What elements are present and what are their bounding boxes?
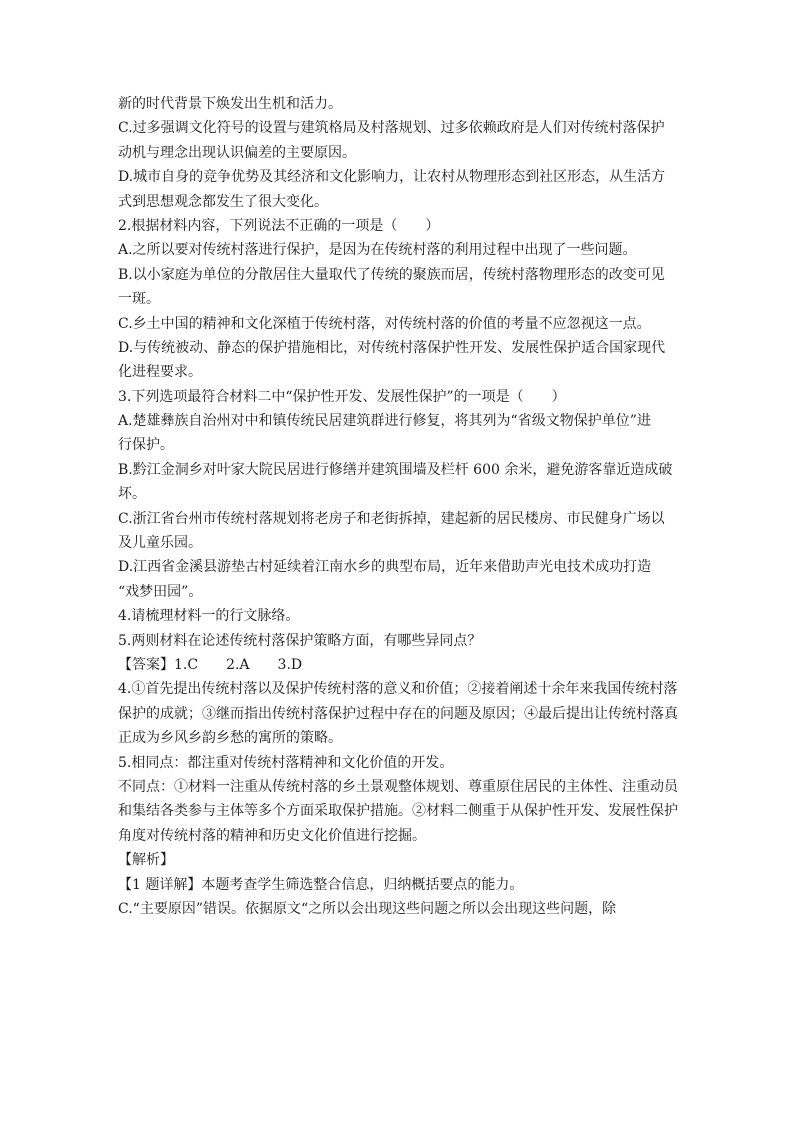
question-4: 4.请梳理材料一的行文脉络。 — [118, 608, 300, 625]
text-line: 【1 题详解】本题考查学生筛选整合信息，归纳概括要点的能力。 — [118, 876, 524, 893]
text-line: 5.相同点：都注重对传统村落精神和文化价值的开发。 — [118, 754, 454, 771]
text-line: D.城市自身的竞争优势及其经济和文化影响力，让农村从物理形态到社区形态，从生活方 — [118, 169, 666, 186]
document-text — [118, 92, 683, 921]
text-line: “戏梦田园”。 — [118, 583, 203, 600]
question-3: 3.下列选项最符合材料二中“保护性开发、发展性保护”的一项是（ ） — [118, 388, 566, 405]
text-line: 和集结各类参与主体等多个方面采取保护措施。②材料二侧重于从保护性开发、发展性保护 — [118, 803, 678, 820]
text-line: C.乡土中国的精神和文化深植于传统村落，对传统村落的价值的考量不应忽视这一点。 — [118, 315, 651, 332]
text-line: A.之所以要对传统村落进行保护，是因为在传统村落的利用过程中出现了一些问题。 — [118, 242, 637, 259]
analysis-heading: 【解析】 — [118, 852, 174, 869]
text-line: D.江西省金溪县游垫古村延续着江南水乡的典型布局，近年来借助声光电技术成功打造 — [118, 559, 652, 576]
question-2: 2.根据材料内容，下列说法不正确的一项是（ ） — [118, 217, 440, 234]
text-line: B.以小家庭为单位的分散居住大量取代了传统的聚族而居，传统村落物理形态的改变可见 — [118, 266, 665, 283]
text-line: C.过多强调文化符号的设置与建筑格局及村落规划、过多依赖政府是人们对传统村落保护 — [118, 120, 665, 137]
text-line: 坏。 — [118, 486, 146, 503]
answer-heading: 【答案】1.C 2.A 3.D — [118, 656, 303, 673]
text-line: 角度对传统村落的精神和历史文化价值进行挖掘。 — [118, 827, 426, 844]
text-line: 化进程要求。 — [118, 364, 202, 381]
text-line: 4.①首先提出传统村落以及保护传统村落的意义和价值；②接着阐述十余年来我国传统村落 — [118, 681, 678, 698]
text-line: 不同点：①材料一注重从传统村落的乡土景观整体规划、尊重原住居民的主体性、注重动员 — [118, 778, 678, 795]
text-line: 一斑。 — [118, 291, 160, 308]
text-line: 动机与理念出现认识偏差的主要原因。 — [118, 144, 356, 161]
text-line: 式到思想观念都发生了很大变化。 — [118, 193, 328, 210]
text-line: 行保护。 — [118, 437, 174, 454]
text-line: D.与传统被动、静态的保护措施相比，对传统村落保护性开发、发展性保护适合国家现代 — [118, 339, 666, 356]
text-line: B.黔江金洞乡对叶家大院民居进行修缮并建筑围墙及栏杆 600 余米，避免游客靠近造成破 — [118, 461, 673, 478]
question-5: 5.两则材料在论述传统村落保护策略方面，有哪些异同点？ — [118, 632, 482, 649]
text-line: A.楚雄彝族自治州对中和镇传统民居建筑群进行修复，将其列为“省级文物保护单位”进 — [118, 413, 651, 430]
text-line: 新的时代背景下焕发出生机和活力。 — [118, 96, 342, 112]
text-line: C.“主要原因”错误。依据原文“之所以会出现这些问题之所以会出现这些问题，除 — [118, 900, 617, 917]
text-line: 及儿童乐园。 — [118, 535, 202, 552]
text-line: C.浙江省台州市传统村落规划将老房子和老街拆掉，建起新的居民楼房、市民健身广场以 — [118, 510, 665, 527]
text-line: 正成为乡风乡韵乡愁的寓所的策略。 — [118, 730, 342, 747]
text-line: 保护的成就；③继而指出传统村落保护过程中存在的问题及原因；④最后提出让传统村落真 — [118, 705, 678, 722]
